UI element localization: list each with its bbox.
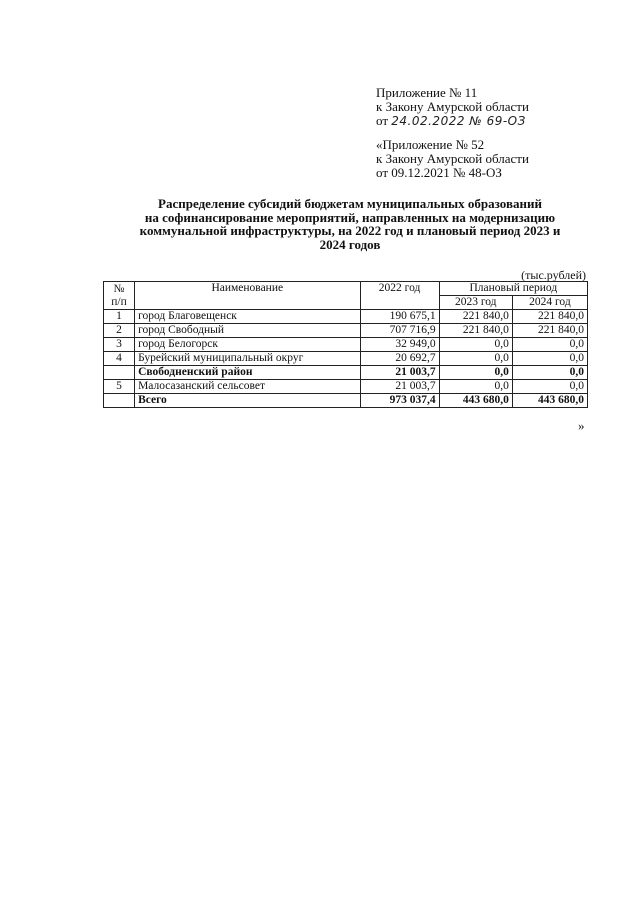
cell-2024: 0,0	[512, 338, 587, 352]
table-body	[104, 310, 588, 408]
header-name: Наименование	[135, 282, 360, 310]
cell-number: 1	[104, 310, 135, 324]
header-2023: 2023 год	[439, 296, 512, 310]
cell-2023: 443 680,0	[439, 394, 512, 408]
appendix-header	[376, 86, 529, 128]
quoted-appendix-date: от 09.12.2021 № 48-ОЗ	[376, 165, 502, 180]
cell-name: город Благовещенск	[135, 310, 360, 324]
cell-2024: 443 680,0	[512, 394, 587, 408]
title-line-1: Распределение субсидий бюджетам муниципальных образований	[158, 196, 542, 211]
appendix-law: к Закону Амурской области	[376, 99, 529, 114]
cell-2024: 0,0	[512, 380, 587, 394]
table-row	[104, 324, 588, 338]
cell-2023: 221 840,0	[439, 324, 512, 338]
cell-2022: 973 037,4	[360, 394, 439, 408]
cell-name: город Белогорск	[135, 338, 360, 352]
cell-name: Всего	[135, 394, 360, 408]
cell-number	[104, 394, 135, 408]
title-line-2: на софинансирование мероприятий, направленных на модернизацию	[144, 209, 556, 225]
appendix-number: Приложение № 11	[376, 85, 478, 100]
header-2022: 2022 год	[360, 282, 439, 310]
header-number-line2: п/п	[111, 295, 127, 308]
header-2024: 2024 год	[512, 296, 587, 310]
cell-name: Малосазанский сельсовет	[135, 380, 360, 394]
subsidy-table	[103, 281, 588, 408]
cell-2023: 0,0	[439, 366, 512, 380]
table-row	[104, 352, 588, 366]
table-row	[104, 366, 588, 380]
title-line-4: 2024 годов	[319, 236, 381, 252]
table-row	[104, 394, 588, 408]
cell-2022: 707 716,9	[360, 324, 439, 338]
closing-quote: »	[578, 418, 585, 433]
cell-number: 2	[104, 324, 135, 338]
cell-2023: 0,0	[439, 338, 512, 352]
header-number-line1: №	[113, 282, 125, 295]
quoted-appendix-number: «Приложение № 52	[376, 137, 485, 152]
appendix-date-prefix: от	[376, 113, 389, 128]
header-number	[104, 282, 135, 310]
quoted-appendix-header	[376, 138, 529, 180]
header-planned-period: Плановый период	[439, 282, 587, 296]
units-label: (тыс.рублей)	[521, 268, 586, 282]
cell-2022: 20 692,7	[360, 352, 439, 366]
cell-name: Свободненский район	[135, 366, 360, 380]
cell-number: 3	[104, 338, 135, 352]
cell-number: 4	[104, 352, 135, 366]
cell-2023: 0,0	[439, 352, 512, 366]
cell-2024: 0,0	[512, 352, 587, 366]
cell-2024: 0,0	[512, 366, 587, 380]
cell-2023: 0,0	[439, 380, 512, 394]
document-title	[100, 197, 600, 251]
cell-name: Бурейский муниципальный округ	[135, 352, 360, 366]
quoted-appendix-law: к Закону Амурской области	[376, 151, 529, 166]
handwritten-date-number: 24.02.2022 № 69-ОЗ	[391, 114, 526, 128]
table-row	[104, 338, 588, 352]
cell-2022: 21 003,7	[360, 380, 439, 394]
appendix-date-line	[376, 114, 529, 128]
cell-2024: 221 840,0	[512, 324, 587, 338]
table-row	[104, 380, 588, 394]
table-header-row	[104, 282, 588, 296]
cell-name: город Свободный	[135, 324, 360, 338]
cell-2022: 32 949,0	[360, 338, 439, 352]
cell-2022: 190 675,1	[360, 310, 439, 324]
table-row	[104, 310, 588, 324]
title-line-3: коммунальной инфраструктуры, на 2022 год и плановый период 2023 и	[139, 223, 561, 238]
cell-2024: 221 840,0	[512, 310, 587, 324]
cell-2023: 221 840,0	[439, 310, 512, 324]
cell-2022: 21 003,7	[360, 366, 439, 380]
cell-number	[104, 366, 135, 380]
cell-number: 5	[104, 380, 135, 394]
